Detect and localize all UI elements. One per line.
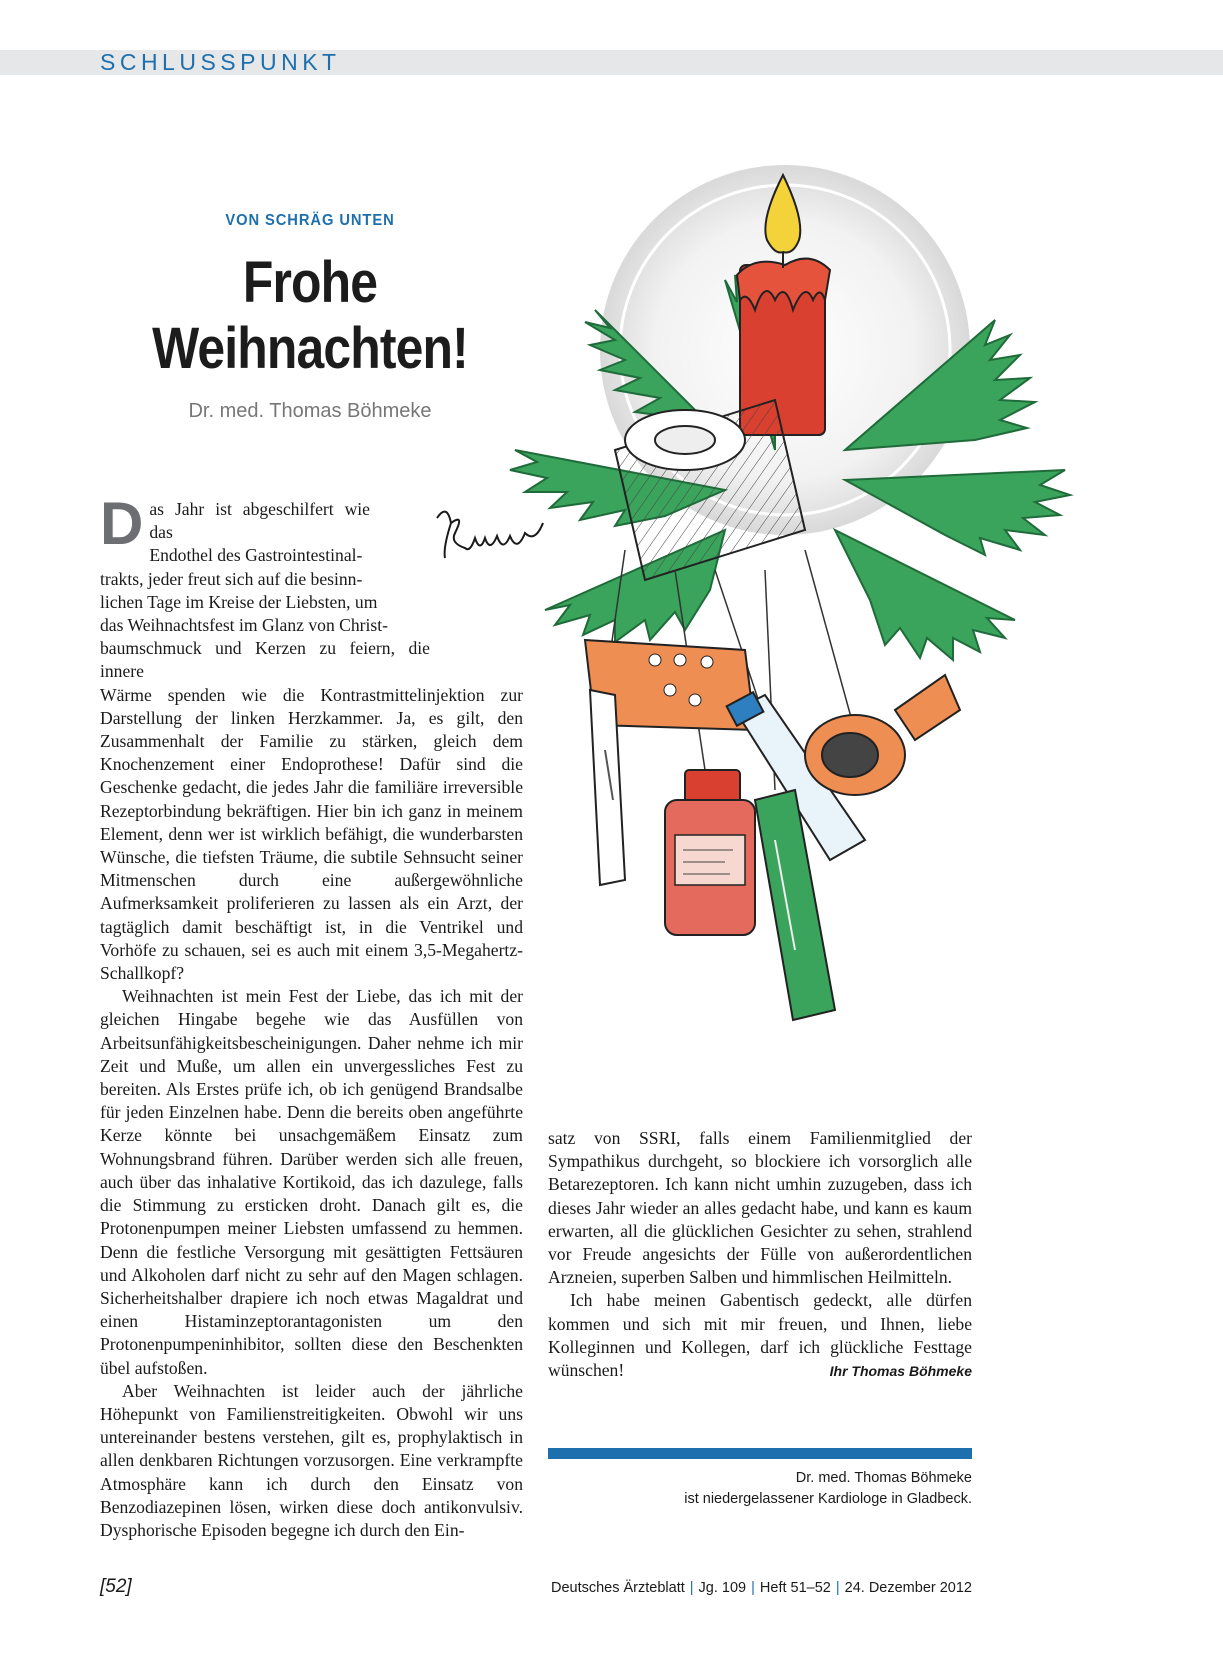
footer-separator: | bbox=[689, 1580, 694, 1596]
p1-rest: Wärme spenden wie die Kontrastmittelinjektion zur Darstellung der linken Herzkammer. Ja, es gilt, den Zusammenhalt der Familie zu stärken, gleich dem Knochenzement einer Endoprothese! Dafür sind die Geschenke gedacht, die jedes Jahr die familiäre irreversible Rezeptorbindung bekräftigen. Hier bin ich ganz in meinem Element, denn wer ist wirklich befähigt, die wunderbarsten Wünsche, die tiefsten Träume, die subtile Sehnsucht seiner Mitmenschen durch eine außergewöhnliche Aufmerksamkeit proliferieren zu lassen als ein Arzt, der tagtäglich damit beschäftigt ist, in die Ventrikel und Vorhöfe zu schauen, sei es auch mit einem 3,5-Megahertz-Schallkopf? bbox=[100, 684, 523, 984]
journal-issue: Heft 51–52 bbox=[759, 1580, 831, 1596]
p1-line: baumschmuck und Kerzen zu feiern, die innere bbox=[100, 638, 430, 682]
p1-line: lichen Tage im Kreise der Liebsten, um bbox=[100, 591, 378, 612]
closing-signature: Ihr Thomas Böhmeke bbox=[829, 1363, 972, 1380]
journal-name: Deutsches Ärzteblatt bbox=[550, 1580, 685, 1596]
journal-date: 24. Dezember 2012 bbox=[844, 1580, 972, 1596]
drop-cap: D bbox=[100, 490, 144, 557]
p1-line: trakts, jeder freut sich auf die besinn- bbox=[100, 568, 363, 589]
author-info bbox=[548, 1468, 972, 1510]
article-column-1 bbox=[100, 490, 523, 1542]
author-info-divider bbox=[548, 1448, 972, 1459]
article-author: Dr. med. Thomas Böhmeke bbox=[188, 400, 432, 422]
p1-line: as Jahr ist abgeschilfert wie das bbox=[149, 499, 370, 543]
bandage-roll bbox=[615, 400, 805, 580]
author-info-description: ist niedergelassener Kardiologe in Gladbeck. bbox=[684, 1491, 972, 1507]
page-number: [52] bbox=[100, 1576, 132, 1597]
article-column-2 bbox=[548, 1127, 972, 1383]
journal-footer bbox=[551, 1580, 972, 1596]
paragraph-4: satz von SSRI, falls einem Familienmitglied der Sympathikus durchgeht, so blockiere ich vorsorglich alle Betarezeptoren. Ich kann nicht umhin zuzugeben, dass ich dieses Jahr wieder an alles gedacht habe, und kann es kaum erwarten, all die glücklichen Gesichter zu sehen, strahlend vor Freude angesichts der Fülle von außerordentlichen Arzneien, superben Salben und himmlischen Heilmitteln. bbox=[548, 1128, 972, 1288]
christmas-medical-illustration bbox=[475, 150, 1105, 1085]
article-title bbox=[100, 250, 520, 382]
section-label: SCHLUSSPUNKT bbox=[100, 49, 341, 75]
article-kicker: VON SCHRÄG UNTEN bbox=[225, 212, 395, 229]
footer-separator: | bbox=[835, 1580, 840, 1596]
p1-line: Endothel des Gastrointestinal- bbox=[149, 545, 363, 566]
journal-volume: Jg. 109 bbox=[698, 1580, 747, 1596]
author-info-name: Dr. med. Thomas Böhmeke bbox=[795, 1470, 972, 1486]
title-line-2: Weihnachten! bbox=[152, 316, 468, 381]
p1-line: das Weihnachtsfest im Glanz von Christ- bbox=[100, 615, 389, 636]
paragraph-1 bbox=[100, 490, 523, 985]
paragraph-2: Weihnachten ist mein Fest der Liebe, das ich mit der gleichen Hingabe begehe wie das Ausfüllen von Arbeitsunfähigkeitsbescheinigungen. Daher nehme ich mir Zeit und Muße, um allen ein unvergessliches Fest zu bereiten. Als Erstes prüfe ich, ob ich genügend Brandsalbe für jeden Einzelnen habe. Denn die bereits oben angeführte Kerze könnte bei unsachgemäßem Einsatz zum Wohnungsbrand führen. Darüber werden sich alle freuen, auch über das inhalative Kortikoid, das ich dazulege, falls die Stimmung zu ersticken droht. Danach gilt es, die Protonenpumpen meiner Liebsten umfassend zu hemmen. Denn die festliche Versorgung mit gesättigten Fettsäuren und Alkoholen darf nicht zu sehr auf den Magen schlagen. Sicherheitshalber drapiere ich noch etwas Magaldrat und einen Histaminzeptorantagonisten um den Protonenpumpeninhibitor, sollten diese den Beschenkten übel aufstoßen. bbox=[100, 986, 523, 1378]
title-line-1: Frohe bbox=[242, 250, 378, 315]
medicine-bottle bbox=[665, 770, 755, 935]
tape-roll bbox=[805, 675, 960, 795]
paragraph-5: Ich habe meinen Gabentisch gedeckt, alle dürfen kommen und sich mit mir freuen, und Ihnen, liebe Kolleginnen und Kollegen, darf ich glückliche Festtage wünschen! bbox=[548, 1290, 972, 1381]
footer-separator: | bbox=[751, 1580, 755, 1596]
paragraph-3: Aber Weihnachten ist leider auch der jährliche Höhepunkt von Familienstreitigkeiten. Obwohl wir uns untereinander bestens verstehen, gilt es, prophylaktisch in allen denkbaren Richtungen vorzusorgen. Eine verkrampfte Atmosphäre kann ich durch den Einsatz von Benzodiazepinen lösen, wirken diese doch antikonvulsiv. Dysphorische Episoden begegne ich durch den Ein- bbox=[100, 1380, 523, 1540]
